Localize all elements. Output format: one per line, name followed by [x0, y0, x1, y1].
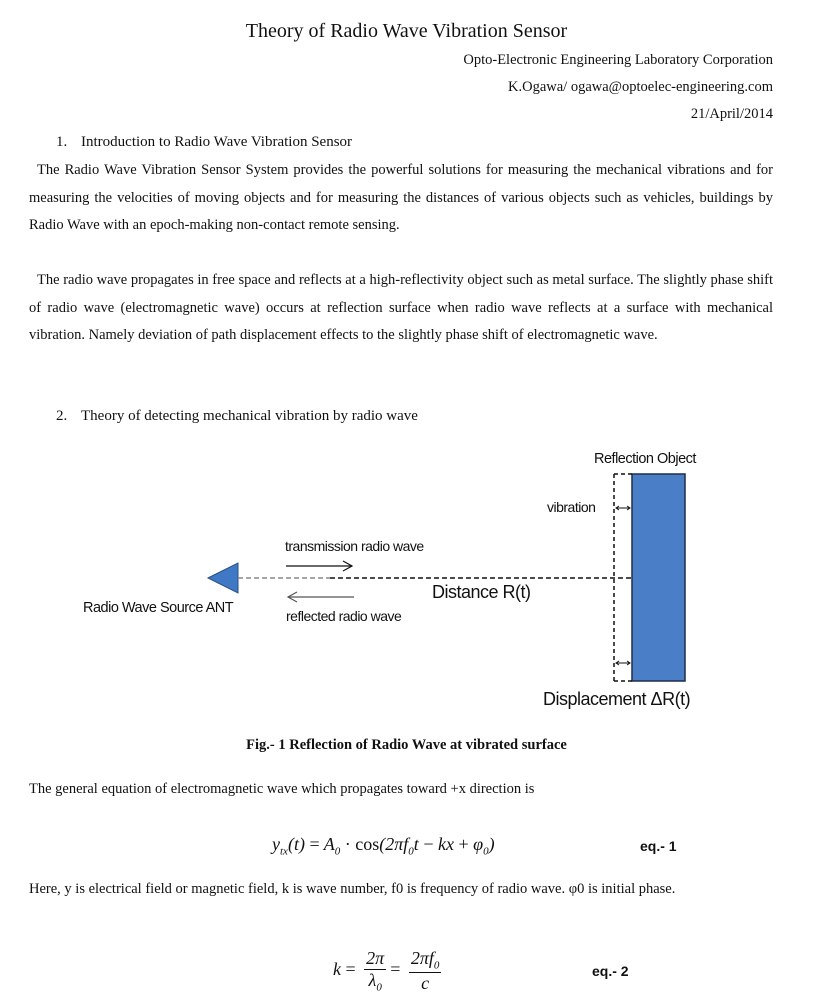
- section-1-heading: [56, 134, 352, 151]
- reflected-arrow: [288, 592, 354, 602]
- author-contact: K.Ogawa/ ogawa@optoelec-engineering.com: [508, 79, 773, 95]
- eq2-label: eq.- 2: [592, 963, 629, 979]
- eq1-explanation: Here, y is electrical field or magnetic field, k is wave number, f0 is frequency of radio wave. φ0 is initial phase.: [29, 881, 676, 897]
- document-title: Theory of Radio Wave Vibration Sensor: [245, 20, 568, 42]
- figure-1-diagram: [0, 440, 813, 730]
- section-1-paragraph-2: [29, 267, 773, 350]
- antenna-icon: [208, 563, 238, 593]
- distance-label: Distance R(t): [432, 582, 531, 602]
- source-label: Radio Wave Source ANT: [83, 600, 234, 616]
- paragraph-text: The Radio Wave Vibration Sensor System provides the powerful solutions for measuring the mechanical vibrations and for measuring the velocities of moving objects and for measuring the distances of various objects such as vehicles, buildings by Radio Wave with an epoch-making non-contact remote sensing.: [29, 162, 773, 233]
- organization: Opto-Electronic Engineering Laboratory Corporation: [463, 52, 773, 68]
- eq1-label: eq.- 1: [640, 838, 677, 854]
- paragraph-text: The radio wave propagates in free space and reflects at a high-reflectivity object such as metal surface. The slightly phase shift of radio wave (electromagnetic wave) occurs at reflection surface when radio wave reflects at a surface with mechanical vibration. Namely deviation of path displacement effects to the slightly phase shift of electromagnetic wave.: [29, 272, 773, 343]
- section-1-paragraph-1: [29, 157, 773, 240]
- section-2-title: Theory of detecting mechanical vibration by radio wave: [81, 408, 418, 424]
- vibration-label: vibration: [547, 499, 596, 515]
- reflection-object: [632, 474, 685, 681]
- vibration-arrow: [616, 506, 630, 510]
- reflection-object-label: Reflection Object: [594, 451, 696, 467]
- section-2-heading: [56, 408, 418, 425]
- equation-2: k = $\frac{2\pi}{\lambda_0}$ = $\frac{2\pi f_0}{c}$: [333, 948, 440, 994]
- section-1-title: Introduction to Radio Wave Vibration Sensor: [81, 134, 353, 150]
- section-1-number: 1.: [56, 134, 68, 150]
- displacement-arrow: [616, 661, 630, 665]
- reflected-label: reflected radio wave: [286, 608, 402, 624]
- document-date: 21/April/2014: [690, 106, 773, 122]
- section-2-number: 2.: [56, 408, 68, 424]
- transmission-label: transmission radio wave: [285, 538, 424, 554]
- figure-1-caption: Fig.- 1 Reflection of Radio Wave at vibrated surface: [246, 737, 567, 753]
- eq1-intro: The general equation of electromagnetic wave which propagates toward +x direction is: [29, 781, 535, 797]
- displacement-label: Displacement ΔR(t): [543, 689, 691, 709]
- equation-1: $y_{tx}(t) = A_0 \cdot \cos(2\pi f_0t$ − kx + $\varphi_0$): [272, 834, 495, 858]
- transmission-arrow: [286, 561, 352, 571]
